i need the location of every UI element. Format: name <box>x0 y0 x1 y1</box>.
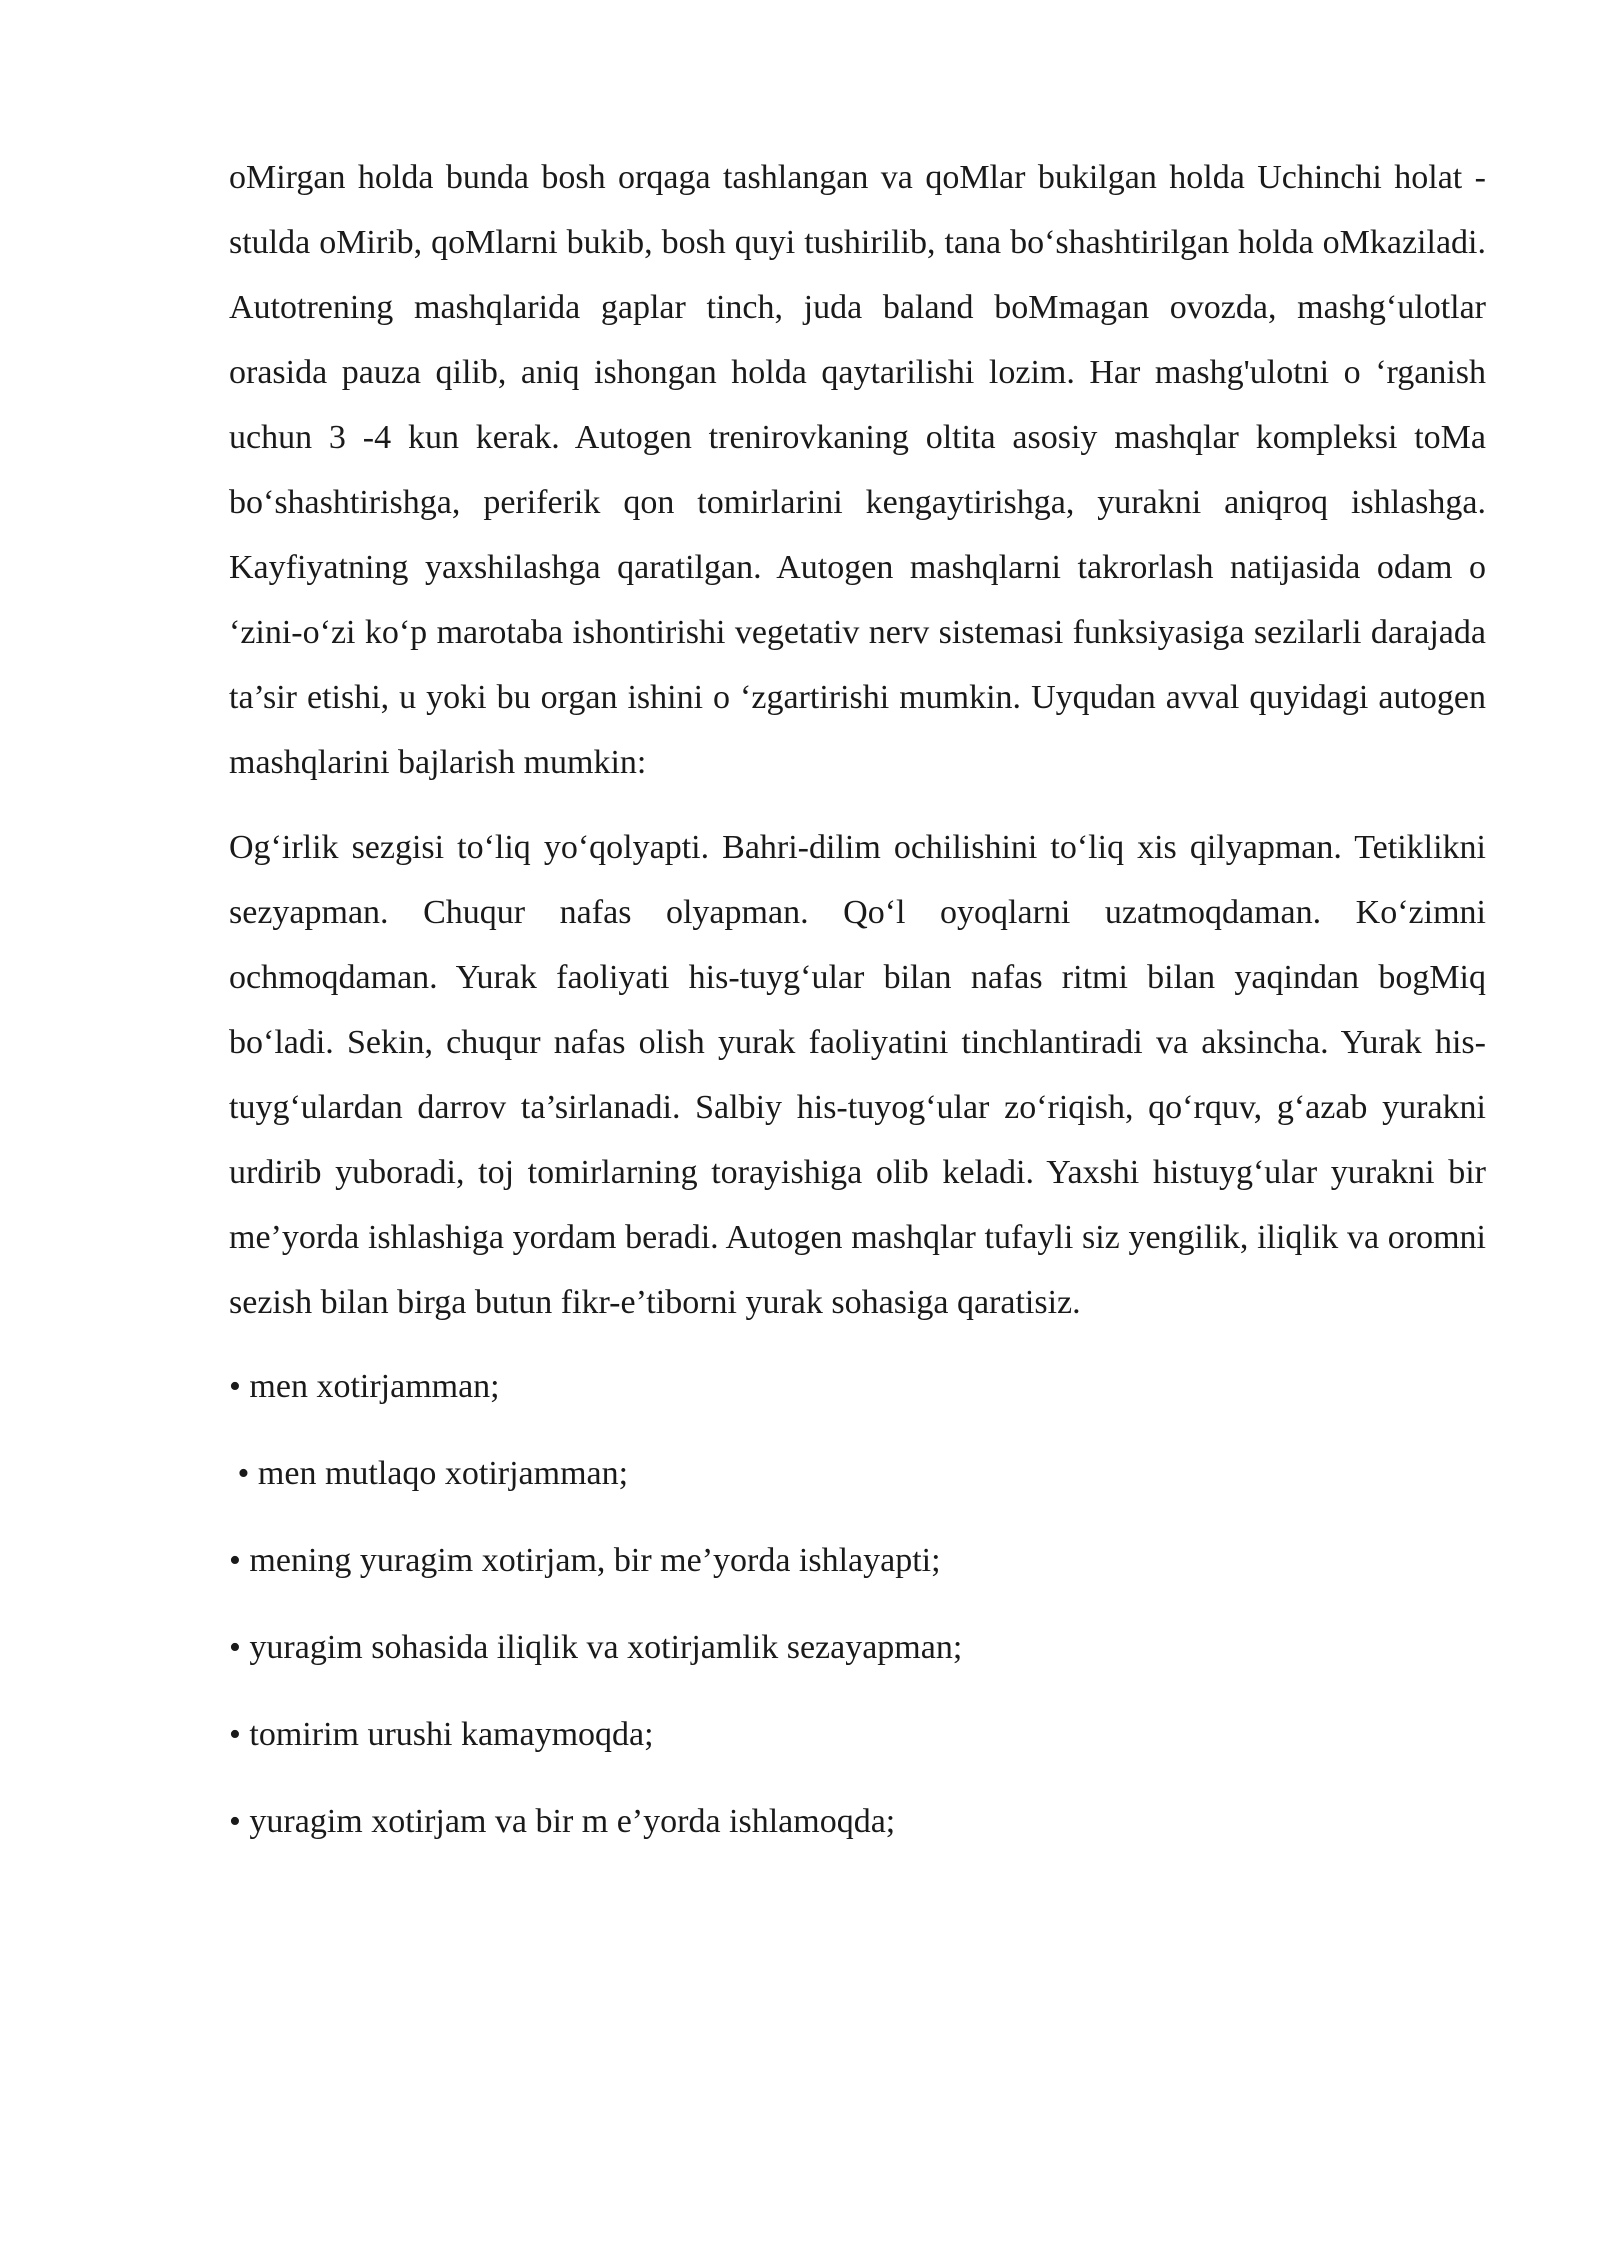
list-item: • tomirim urushi kamaymoqda; <box>229 1716 654 1753</box>
list-item: • yuragim sohasida iliqlik va xotirjamlik sezayapman; <box>229 1629 963 1666</box>
paragraph-2: Og‘irlik sezgisi to‘liq yo‘qolyapti. Bahri-dilim ochilishini to‘liq xis qilyapman. Tetiklikni sezyapman. Chuqur nafas olyapman. Qo‘l oyoqlarni uzatmoqdaman. Ko‘zimni ochmoqdaman. Yurak faoliyati his-tuyg‘ular bilan nafas ritmi bilan yaqindan bogMiq bo‘ladi. Sekin, chuqur nafas olish yurak faoliyatini tinchlantiradi va aksincha. Yurak his-tuyg‘ulardan darrov ta’sirlanadi. Salbiy his-tuyog‘ular zo‘riqish, qo‘rquv, g‘azab yurakni urdirib yuboradi, toj tomirlarning torayishiga olib keladi. Yaxshi histuyg‘ular yurakni bir me’yorda ishlashiga yordam beradi. Autogen mashqlar tufayli siz yengilik, iliqlik va oromni sezish bilan birga butun fikr-e’tiborni yurak sohasiga qaratisiz. <box>229 829 1486 1321</box>
list-item: • men mutlaqo xotirjamman; <box>229 1455 629 1492</box>
list-item: • mening yuragim xotirjam, bir me’yorda ishlayapti; <box>229 1542 941 1579</box>
page-body <box>229 145 1486 1876</box>
list-item: • yuragim xotirjam va bir m e’yorda ishlamoqda; <box>229 1803 896 1840</box>
bullet-list <box>229 1354 1486 1854</box>
list-item: • men xotirjamman; <box>229 1368 500 1405</box>
paragraph-1: oMirgan holda bunda bosh orqaga tashlangan va qoMlar bukilgan holda Uchinchi holat - stulda oMirib, qoMlarni bukib, bosh quyi tushirilib, tana bo‘shashtirilgan holda oMkaziladi. Autotrening mashqlarida gaplar tinch, juda baland boMmagan ovozda, mashg‘ulotlar orasida pauza qilib, aniq ishongan holda qaytarilishi lozim. Har mashg'ulotni o ‘rganish uchun 3 -4 kun kerak. Autogen trenirovkaning oltita asosiy mashqlar kompleksi toMa bo‘shashtirishga, periferik qon tomirlarini kengaytirishga, yurakni aniqroq ishlashga. Kayfiyatning yaxshilashga qaratilgan. Autogen mashqlarni takrorlash natijasida odam o ‘zini-o‘zi ko‘p marotaba ishontirishi vegetativ nerv sistemasi funksiyasiga sezilarli darajada ta’sir etishi, u yoki bu organ ishini o ‘zgartirishi mumkin. Uyqudan avval quyidagi autogen mashqlarini bajlarish mumkin: <box>229 159 1486 781</box>
